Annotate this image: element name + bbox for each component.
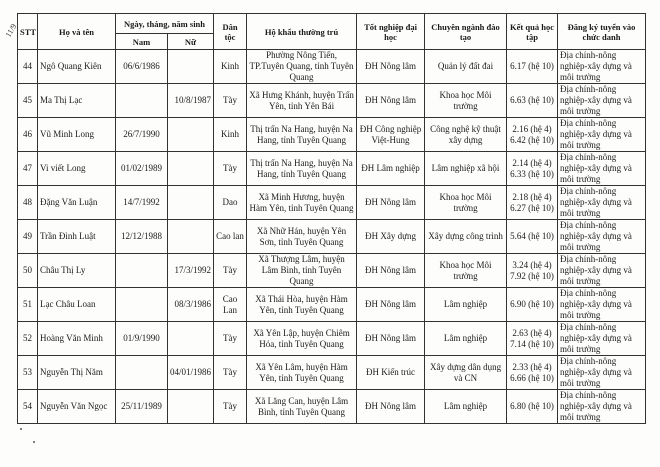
page-mark: 11/9: [3, 22, 19, 39]
cell-university: ĐH Nông lâm: [357, 288, 425, 322]
cell-dob-female: 10/8/1987: [168, 84, 214, 118]
cell-major: Lâm nghiệp xã hội: [425, 152, 507, 186]
cell-name: Hoàng Văn Minh: [38, 322, 116, 356]
cell-dob-male: [116, 356, 168, 390]
header-female: Nữ: [168, 34, 214, 50]
cell-position: Địa chính-nông nghiệp-xây dựng và môi trường: [558, 118, 646, 152]
cell-residence: Xã Hưng Khánh, huyện Trấn Yên, tỉnh Yên Bái: [247, 84, 357, 118]
cell-result: 2.33 (hệ 4) 6.66 (hệ 10): [507, 356, 558, 390]
header-university: Tốt nghiệp đại học: [357, 14, 425, 50]
cell-university: ĐH Nông lâm: [357, 84, 425, 118]
cell-dob-male: [116, 84, 168, 118]
cell-major: Lâm nghiệp: [425, 390, 507, 424]
cell-position: Địa chính-nông nghiệp-xây dựng và môi trường: [558, 186, 646, 220]
cell-university: ĐH Công nghiệp Việt-Hung: [357, 118, 425, 152]
cell-stt: 46: [18, 118, 38, 152]
cell-stt: 53: [18, 356, 38, 390]
cell-ethnicity: Tày: [214, 254, 247, 288]
cell-residence: Xã Lăng Can, huyện Lâm Bình, tỉnh Tuyên Quang: [247, 390, 357, 424]
table-body: [18, 50, 646, 424]
cell-dob-male: [116, 254, 168, 288]
header-position: Đăng ký tuyển vào chức danh: [558, 14, 646, 50]
cell-university: ĐH Nông lâm: [357, 186, 425, 220]
cell-dob-female: 17/3/1992: [168, 254, 214, 288]
cell-result: 5.64 (hệ 10): [507, 220, 558, 254]
cell-major: Công nghệ kỹ thuật xây dựng: [425, 118, 507, 152]
cell-major: Khoa học Môi trường: [425, 84, 507, 118]
cell-result: 2.16 (hệ 4) 6.42 (hệ 10): [507, 118, 558, 152]
cell-ethnicity: Tày: [214, 322, 247, 356]
cell-major: Quản lý đất đai: [425, 50, 507, 84]
cell-ethnicity: Cao lan: [214, 220, 247, 254]
cell-university: ĐH Nông lâm: [357, 50, 425, 84]
table-row: [18, 254, 646, 288]
header-dob: Ngày, tháng, năm sinh: [116, 14, 214, 34]
cell-university: ĐH Nông lâm: [357, 322, 425, 356]
scan-speck: [33, 441, 35, 443]
table-row: [18, 390, 646, 424]
cell-position: Địa chính-nông nghiệp-xây dựng và môi trường: [558, 254, 646, 288]
cell-dob-female: [168, 50, 214, 84]
table-row: [18, 220, 646, 254]
cell-residence: Xã Minh Hương, huyện Hàm Yên, tỉnh Tuyên Quang: [247, 186, 357, 220]
cell-university: ĐH Nông lâm: [357, 390, 425, 424]
table-row: [18, 322, 646, 356]
header-ethnicity: Dân tộc: [214, 14, 247, 50]
table-row: [18, 50, 646, 84]
cell-stt: 52: [18, 322, 38, 356]
cell-ethnicity: Tày: [214, 84, 247, 118]
cell-dob-female: [168, 152, 214, 186]
cell-name: Ma Thị Lạc: [38, 84, 116, 118]
cell-university: ĐH Lâm nghiệp: [357, 152, 425, 186]
cell-stt: 47: [18, 152, 38, 186]
cell-name: Trần Đình Luật: [38, 220, 116, 254]
cell-residence: Xã Nhữ Hán, huyện Yên Sơn, tỉnh Tuyên Quang: [247, 220, 357, 254]
cell-residence: Thị trấn Na Hang, huyện Na Hang, tỉnh Tuyên Quang: [247, 152, 357, 186]
cell-result: 6.80 (hệ 10): [507, 390, 558, 424]
cell-residence: Xã Yên Lập, huyện Chiêm Hóa, tỉnh Tuyên Quang: [247, 322, 357, 356]
cell-ethnicity: Tày: [214, 390, 247, 424]
cell-dob-female: [168, 390, 214, 424]
cell-result: 3.24 (hệ 4) 7.92 (hệ 10): [507, 254, 558, 288]
cell-dob-male: 01/02/1989: [116, 152, 168, 186]
header-name: Họ và tên: [38, 14, 116, 50]
cell-ethnicity: Tày: [214, 356, 247, 390]
cell-university: ĐH Nông lâm: [357, 254, 425, 288]
cell-dob-female: [168, 220, 214, 254]
cell-result: 2.18 (hệ 4) 6.27 (hệ 10): [507, 186, 558, 220]
cell-name: Châu Thị Ly: [38, 254, 116, 288]
cell-name: Vi viết Long: [38, 152, 116, 186]
table-row: [18, 288, 646, 322]
header-residence: Hộ khẩu thường trú: [247, 14, 357, 50]
cell-dob-male: 12/12/1988: [116, 220, 168, 254]
cell-position: Địa chính-nông nghiệp-xây dựng và môi trường: [558, 390, 646, 424]
cell-result: 6.90 (hệ 10): [507, 288, 558, 322]
cell-major: Khoa học Môi trường: [425, 186, 507, 220]
cell-dob-female: [168, 186, 214, 220]
cell-position: Địa chính-nông nghiệp-xây dựng và môi trường: [558, 50, 646, 84]
cell-major: Khoa học Môi trường: [425, 254, 507, 288]
cell-stt: 44: [18, 50, 38, 84]
cell-residence: Xã Yên Lâm, huyện Hàm Yên, tỉnh Tuyên Quang: [247, 356, 357, 390]
cell-stt: 54: [18, 390, 38, 424]
table-row: [18, 152, 646, 186]
cell-position: Địa chính-nông nghiệp-xây dựng và môi trường: [558, 288, 646, 322]
cell-university: ĐH Xây dựng: [357, 220, 425, 254]
cell-result: 6.17 (hệ 10): [507, 50, 558, 84]
cell-dob-female: [168, 322, 214, 356]
cell-dob-female: [168, 118, 214, 152]
cell-position: Địa chính-nông nghiệp-xây dựng và môi trường: [558, 356, 646, 390]
cell-residence: Xã Thượng Lâm, huyện Lâm Bình, tỉnh Tuyên Quang: [247, 254, 357, 288]
cell-position: Địa chính-nông nghiệp-xây dựng và môi trường: [558, 220, 646, 254]
cell-ethnicity: Cao Lan: [214, 288, 247, 322]
cell-major: Lâm nghiệp: [425, 288, 507, 322]
cell-dob-male: 26/7/1990: [116, 118, 168, 152]
cell-name: Đặng Văn Luận: [38, 186, 116, 220]
table-header: [18, 14, 646, 50]
table-row: [18, 118, 646, 152]
cell-ethnicity: Kinh: [214, 50, 247, 84]
cell-name: Nguyễn Thị Năm: [38, 356, 116, 390]
table-row: [18, 84, 646, 118]
cell-residence: Xã Thái Hòa, huyện Hàm Yên, tỉnh Tuyên Quang: [247, 288, 357, 322]
cell-dob-male: 14/7/1992: [116, 186, 168, 220]
header-stt: STT: [18, 14, 38, 50]
cell-major: Xây dựng dân dụng và CN: [425, 356, 507, 390]
cell-name: Lạc Châu Loan: [38, 288, 116, 322]
cell-ethnicity: Tày: [214, 152, 247, 186]
cell-stt: 50: [18, 254, 38, 288]
cell-residence: Phường Nông Tiến, TP.Tuyên Quang, tỉnh Tuyên Quang: [247, 50, 357, 84]
cell-residence: Thị trấn Na Hang, huyện Na Hang, tỉnh Tuyên Quang: [247, 118, 357, 152]
cell-position: Địa chính-nông nghiệp-xây dựng và môi trường: [558, 152, 646, 186]
table-row: [18, 186, 646, 220]
cell-dob-male: 25/11/1989: [116, 390, 168, 424]
table-row: [18, 356, 646, 390]
cell-stt: 51: [18, 288, 38, 322]
cell-position: Địa chính-nông nghiệp-xây dựng và môi trường: [558, 322, 646, 356]
header-major: Chuyên ngành đào tạo: [425, 14, 507, 50]
cell-dob-male: 01/9/1990: [116, 322, 168, 356]
cell-result: 6.63 (hệ 10): [507, 84, 558, 118]
cell-name: Vũ Minh Long: [38, 118, 116, 152]
cell-dob-male: [116, 288, 168, 322]
cell-dob-female: 08/3/1986: [168, 288, 214, 322]
header-male: Nam: [116, 34, 168, 50]
cell-name: Ngô Quang Kiên: [38, 50, 116, 84]
cell-dob-male: 06/6/1986: [116, 50, 168, 84]
cell-ethnicity: Dao: [214, 186, 247, 220]
cell-position: Địa chính-nông nghiệp-xây dựng và môi trường: [558, 84, 646, 118]
cell-stt: 45: [18, 84, 38, 118]
cell-university: ĐH Kiến trúc: [357, 356, 425, 390]
cell-major: Lâm nghiệp: [425, 322, 507, 356]
cell-dob-female: 04/01/1986: [168, 356, 214, 390]
cell-stt: 49: [18, 220, 38, 254]
cell-stt: 48: [18, 186, 38, 220]
scan-speck: [20, 428, 22, 430]
cell-major: Xây dựng công trình: [425, 220, 507, 254]
cell-name: Nguyễn Văn Ngọc: [38, 390, 116, 424]
cell-result: 2.14 (hệ 4) 6.33 (hệ 10): [507, 152, 558, 186]
candidate-table: [17, 13, 646, 424]
cell-ethnicity: Kinh: [214, 118, 247, 152]
header-result: Kết quả học tập: [507, 14, 558, 50]
cell-result: 2.63 (hệ 4) 7.14 (hệ 10): [507, 322, 558, 356]
